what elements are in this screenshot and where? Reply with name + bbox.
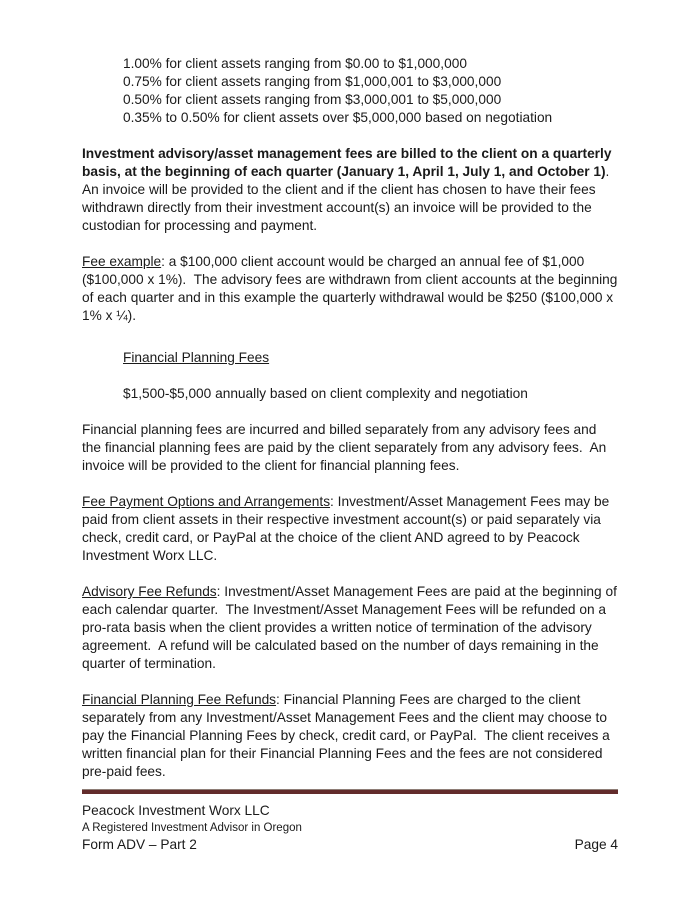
fee-example-lead: Fee example — [82, 254, 162, 269]
fee-payment-options-paragraph — [82, 493, 618, 565]
planning-fees-paragraph: Financial planning fees are incurred and billed separately from any advisory fees and the financial planning fees are paid by the client separately from any advisory fees. An invoice will be provided to the client for financial planning fees. — [82, 422, 611, 473]
footer-company-name: Peacock Investment Worx LLC — [82, 803, 270, 818]
billing-paragraph — [82, 145, 618, 235]
billing-bold-text: Investment advisory/asset management fees are billed to the client on a quarterly basis, at the beginning of each quarter (January 1, April 1, July 1, and October 1) — [82, 146, 616, 179]
fee-schedule-item: 0.50% for client assets ranging from $3,000,001 to $5,000,000 — [123, 92, 502, 107]
footer-form-row — [82, 836, 618, 854]
fee-schedule-list — [82, 55, 618, 127]
billing-rest-text: . An invoice will be provided to the client and if the client has chosen to have their fees withdrawn directly from their investment account(s) an invoice will be provided to the custodian for processing and payment. — [82, 164, 617, 233]
planning-fee-range-line: $1,500-$5,000 annually based on client complexity and negotiation — [123, 386, 528, 401]
fee-example-paragraph — [82, 253, 622, 325]
financial-planning-fee-refunds-paragraph — [82, 691, 618, 781]
footer-registration-line: A Registered Investment Advisor in Oregon — [82, 822, 302, 834]
footer-form-label: Form ADV – Part 2 — [82, 837, 197, 852]
fee-schedule-item: 1.00% for client assets ranging from $0.00 to $1,000,000 — [123, 56, 467, 71]
page-footer — [82, 789, 618, 854]
financial-planning-fees-heading: Financial Planning Fees — [123, 350, 270, 365]
financial-planning-fee-refunds-lead: Financial Planning Fee Refunds — [82, 692, 277, 707]
advisory-fee-refunds-lead: Advisory Fee Refunds — [82, 584, 217, 599]
fee-schedule-item: 0.35% to 0.50% for client assets over $5,000,000 based on negotiation — [123, 110, 553, 125]
financial-planning-fee-refunds-rest: : Financial Planning Fees are charged to the client separately from any Investment/Asset Management Fees and the client may choose to pay the Financial Planning Fees by check, credit card, or PayPal. The client receives a written financial plan for their Financial Planning Fees and the fees are not considered pre-paid fees. — [82, 692, 614, 779]
fee-payment-options-lead: Fee Payment Options and Arrangements — [82, 494, 331, 509]
fee-example-rest: : a $100,000 client account would be charged an annual fee of $1,000 ($100,000 x 1%). The advisory fees are withdrawn from client accounts at the beginning of each quarter and in this example the quarterly withdrawal would be $250 ($100,000 x 1% x ¼). — [82, 254, 622, 323]
fee-schedule-item: 0.75% for client assets ranging from $1,000,001 to $3,000,000 — [123, 74, 502, 89]
advisory-fee-refunds-rest: : Investment/Asset Management Fees are paid at the beginning of each calendar quarter. The Investment/Asset Management Fees will be refunded on a pro-rata basis when the client provides a written notice of termination of the advisory agreement. A refund will be calculated based on the number of days remaining in the quarter of termination. — [82, 584, 621, 671]
footer-divider-rule — [82, 789, 618, 794]
fee-payment-options-rest: : Investment/Asset Management Fees may be paid from client assets in their respective investment account(s) or paid separately via check, credit card, or PayPal at the choice of the client AND agreed to by Peacock Investment Worx LLC. — [82, 494, 614, 563]
advisory-fee-refunds-paragraph — [82, 583, 621, 673]
footer-page-number: Page 4 — [574, 837, 618, 852]
